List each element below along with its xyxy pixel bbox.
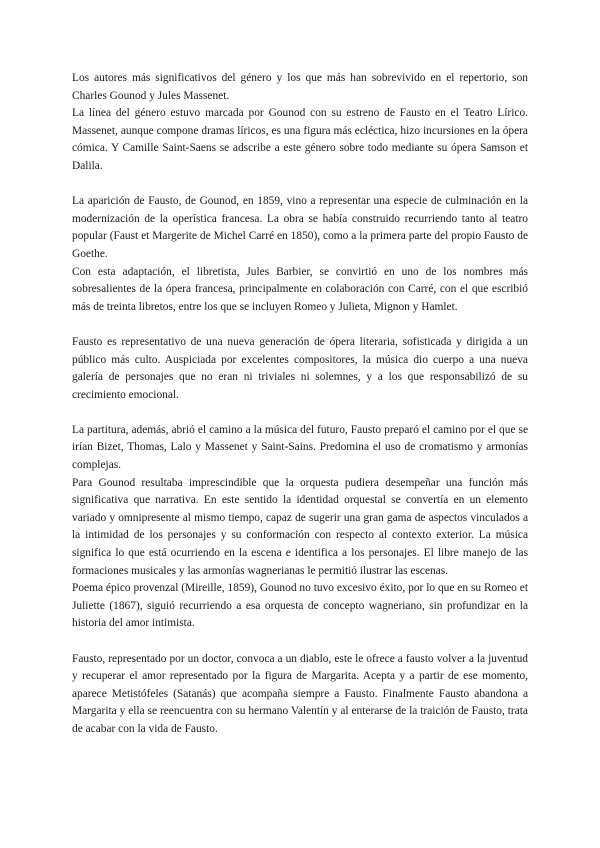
paragraph-score: La partitura, además, abrió el camino a la música del futuro, Fausto preparó el camino por el que se irían Bizet, Thomas, Lalo y Massenet y Saint-Sains. Predomina el uso de cromatismo y armonías complejas. (72, 423, 528, 472)
paragraph-gap (72, 404, 528, 422)
paragraph-barbier: Con esta adaptación, el libretista, Jules Barbier, se convirtió en uno de los nombres más sobresalientes de la ópera francesa, principalmente en colaboración con Carré, con el que escribió más de treinta libretos, entre los que se incluyen Romeo y Julieta, Mignon y Hamlet. (72, 265, 528, 313)
paragraph-gap (72, 316, 528, 334)
paragraph-plot: Fausto, representado por un doctor, convoca a un diablo, este le ofrece a fausto volver a la juventud y recuperar el amor representado por la figura de Margarita. Acepta y a partir de ese momento, aparece Metistófeles (Satanás) que acompaña siempre a Fausto. Finalmente Fausto abandona a Margarita y ella se reencuentra con su hermano Valentín y al enterarse de la traición de Fausto, trata de acabar con la vida de Fausto. (72, 652, 528, 735)
paragraph-gap (72, 176, 528, 194)
document-body (72, 70, 528, 739)
paragraph-authors: Los autores más significativos del género y los que más han sobrevivido en el repertorio, son Charles Gounod y Jules Massenet. (72, 72, 528, 102)
paragraph-fausto-1859: La aparición de Fausto, de Gounod, en 1859, vino a representar una especie de culminación en la modernización de la operística francesa. La obra se había construido recurriendo tanto al teatro popular (Faust et Margerite de Michel Carré en 1850), como a la primera parte del propio Fausto de Goethe. (72, 195, 528, 260)
paragraph-literary-opera: Fausto es representativo de una nueva generación de ópera literaria, sofisticada y dirigida a un público más culto. Auspiciada por excelentes compositores, la música dio cuerpo a una nueva galería de personajes que no eran ni triviales ni solemnes, y a los que responsabilizó de su crecimiento emocional. (72, 335, 528, 401)
paragraph-mireille: Poema épico provenzal (Mireille, 1859), Gounod no tuvo excesivo éxito, por lo que en su Romeo et Juliette (1867), siguió recurriendo a esa orquesta de concepto wagneriano, sin profundizar en la historia del amor intimista. (72, 582, 528, 630)
paragraph-gap (72, 633, 528, 651)
paragraph-orchestra: Para Gounod resultaba imprescindible que la orquesta pudiera desempeñar una función más significativa que narrativa. En este sentido la identidad orquestal se convertía en un elemento variado y omnipresente al mismo tiempo, capaz de sugerir una gran gama de aspectos vinculados a la intimidad de los personajes y su conformación con respecto al contexto exterior. La música significa lo que está ocurriendo en la escena e identifica a los personajes. El libre manejo de las formaciones musicales y las armonías wagnerianas le permitió ilustrar las escenas. (72, 476, 528, 577)
paragraph-gounod-premiere: La línea del género estuvo marcada por Gounod con su estreno de Fausto en el Teatro Lírico. Massenet, aunque compone dramas líricos, es una figura más ecléctica, hizo incursiones en la ópera cómica. Y Camille Saint-Saens se adscribe a este género sobre todo mediante su ópera Samson et Dalila. (72, 107, 528, 172)
